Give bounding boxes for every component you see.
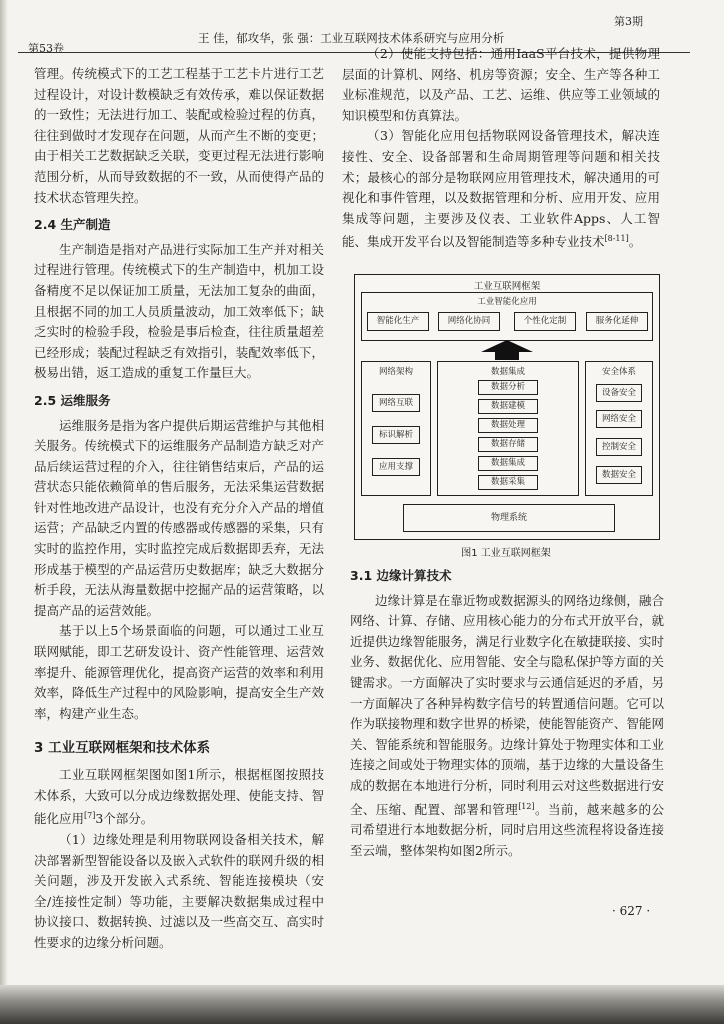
paragraph: 运维服务是指为客户提供后期运营维护与其他相关服务。传统模式下的运维服务产品制造方缺乏对产品后续运营过程的介入，往往销售结束后，产品的运营状态只能依赖简单的售后服务，无法采集运营数据针对性地改进产品设计，也没有充分介入产品的增值运营；产品缺乏内置的传感器或传感器的采集，只有实时的监控作用，实时监控完成后数据即丢弃，无法形成基于模型的产品运营历史数据库；缺乏大数据分析手段，无法从海量数据中挖掘产品的运营策略，以提高产品的运营效能。 — [34, 417, 324, 618]
data-layer — [437, 361, 579, 496]
figure-outer-title: 工业互联网框架 — [473, 281, 541, 292]
figure-caption: 图1 工业互联网框架 — [461, 548, 551, 559]
data-item: 数据存储 — [478, 437, 538, 452]
paragraph: 管理。传统模式下的工艺工程基于工艺卡片进行工艺过程设计，对设计数模缺乏有效传承，难以保证数据的一致性；无法进行加工、装配或检验过程的仿真，往往到做时才发现存在问题，从而产生不断的变更；由于相关工艺数据缺乏关联，变更过程无法进行影响范围分析，从而导致数据的不一致，从而使得产品的技术状态管理失控。 — [34, 66, 324, 205]
paragraph: 生产制造是指对产品进行实际加工生产并对相关过程进行管理。传统模式下的生产制造中，机加工设备精度不足以保证加工质量，无法加工复杂的曲面，且根据不同的加工人员质量波动，加工效率低下；缺乏实时的检验手段，检验是事后检查，往往质量超差已经形成；装配过程缺乏有效指引，装配效率低下，极易出错，返工造成的重复工作量巨大。 — [34, 241, 324, 381]
up-arrow-icon — [473, 339, 541, 361]
data-item: 数据采集 — [478, 475, 538, 490]
header-issue: 第3期 — [614, 15, 643, 28]
left-column — [34, 64, 324, 954]
paragraph — [342, 126, 660, 253]
paragraph-text: 工业互联网框架图如图1所示，根据框图按照技术体系，大致可以分成边缘数据处理、使能支持、智能化应用 — [34, 767, 324, 827]
paragraph — [350, 591, 664, 862]
header-title: 王 佳，郁攻华，张 强：工业互联网技术体系研究与应用分析 — [198, 31, 505, 45]
security-item: 数据安全 — [596, 466, 642, 484]
right-column-bottom — [350, 566, 664, 861]
right-column-top — [342, 44, 660, 253]
security-item: 控制安全 — [596, 438, 642, 456]
network-layer — [361, 361, 431, 496]
app-layer — [361, 292, 653, 341]
citation: [12] — [518, 801, 535, 811]
figure-1-framework — [354, 274, 660, 540]
data-item: 数据集成 — [478, 456, 538, 471]
section-heading-2-5: 2.5 运维服务 — [34, 392, 111, 408]
scan-edge-shadow — [0, 0, 8, 1024]
header-volume: 第53卷 — [28, 42, 64, 55]
app-box: 智能化生产 — [367, 312, 429, 331]
section-heading-2-4: 2.4 生产制造 — [34, 217, 111, 233]
paragraph: （1）边缘处理是利用物联网设备相关技术，解决部署新型智能设备以及嵌入式软件的联网升级的相关问题，涉及开发嵌入式系统、智能连接模块（安全/连接性定制）等功能，主要解决数据集成过程中协议接口、数据转换、过滤以及一些高交互、高实时性要求的边缘分析问题。 — [34, 831, 324, 950]
paragraph-text: 。 — [628, 234, 642, 250]
paragraph-text: 。当前，越来越多的公司希望进行本地数据分析，同时启用这些流程将设备连接至云端，整体架构如图2所示。 — [350, 801, 664, 858]
network-title: 网络架构 — [378, 367, 413, 377]
network-item: 标识解析 — [372, 426, 420, 444]
network-item: 应用支撑 — [372, 458, 420, 476]
data-item: 数据处理 — [478, 418, 538, 433]
paragraph: （2）使能支持包括：通用IaaS平台技术，提供物理层面的计算机、网络、机房等资源；安全、生产等各种工业标准规范，以及产品、工艺、运维、供应等工业领域的知识模型和仿真算法。 — [342, 46, 660, 123]
data-title: 数据集成 — [490, 367, 525, 377]
physical-system: 物理系统 — [403, 504, 615, 532]
security-title: 安全体系 — [601, 367, 636, 377]
citation: [7] — [84, 811, 96, 821]
app-layer-title: 工业智能化应用 — [477, 297, 537, 307]
scan-bottom-edge — [0, 985, 724, 1024]
paragraph-text: （3）智能化应用包括物联网设备管理技术，解决连接性、安全、设备部署和生命周期管理等问题和相关技术；最核心的部分是物联网应用管理技术，解决通用的可视化和事件管理，以及数据管理和分析、应用开发、应用集成等问题，主要涉及仪表、工业软件Apps、人工智能、集成开发平台以及智能制造等多种专业技术 — [342, 128, 660, 250]
section-heading-3-1: 3.1 边缘计算技术 — [350, 568, 452, 583]
section-heading-3: 3 工业互联网框架和技术体系 — [34, 740, 211, 757]
page-number: · 627 · — [612, 904, 651, 918]
data-item: 数据分析 — [478, 380, 538, 395]
security-item: 网络安全 — [596, 410, 642, 428]
security-item: 设备安全 — [596, 384, 642, 402]
network-item: 网络互联 — [372, 394, 420, 412]
paragraph: 基于以上5个场景面临的问题，可以通过工业互联网赋能，即工艺研发设计、资产性能管理、运营效率提升、能源管理优化，提高资产运营的效率和利用效率，降低生产过程中的风险影响，提高安全生产效率，构建产业生态。 — [34, 623, 324, 721]
security-layer — [585, 361, 653, 496]
paragraph — [34, 765, 324, 830]
app-box: 服务化延伸 — [586, 312, 648, 331]
paragraph-text: 3个部分。 — [95, 811, 154, 827]
citation: [8-11] — [604, 234, 629, 244]
paragraph-text: 边缘计算是在靠近物或数据源头的网络边缘侧，融合网络、计算、存储、应用核心能力的分布式开放平台，就近提供边缘智能服务，满足行业数字化在敏捷联接、实时业务、数据优化、应用智能、安全与隐私保护等方面的关键需求。一方面解决了实时要求与云通信延迟的矛盾，另一方面解决了各种异构数字信号的转置通信问题。它可以作为联接物理和数字世界的桥梁，使能智能资产、智能网关、智能系统和智能服务。边缘计算处于物理实体和工业连接之间或处于物理实体的顶端，基于边缘的大量设备生成的数据在本地进行分析，同时利用云对这些数据进行安全、压缩、配置、部署和管理 — [350, 592, 664, 817]
data-item: 数据建模 — [478, 399, 538, 414]
app-box: 个性化定制 — [514, 312, 576, 331]
app-box: 网络化协同 — [438, 312, 500, 331]
